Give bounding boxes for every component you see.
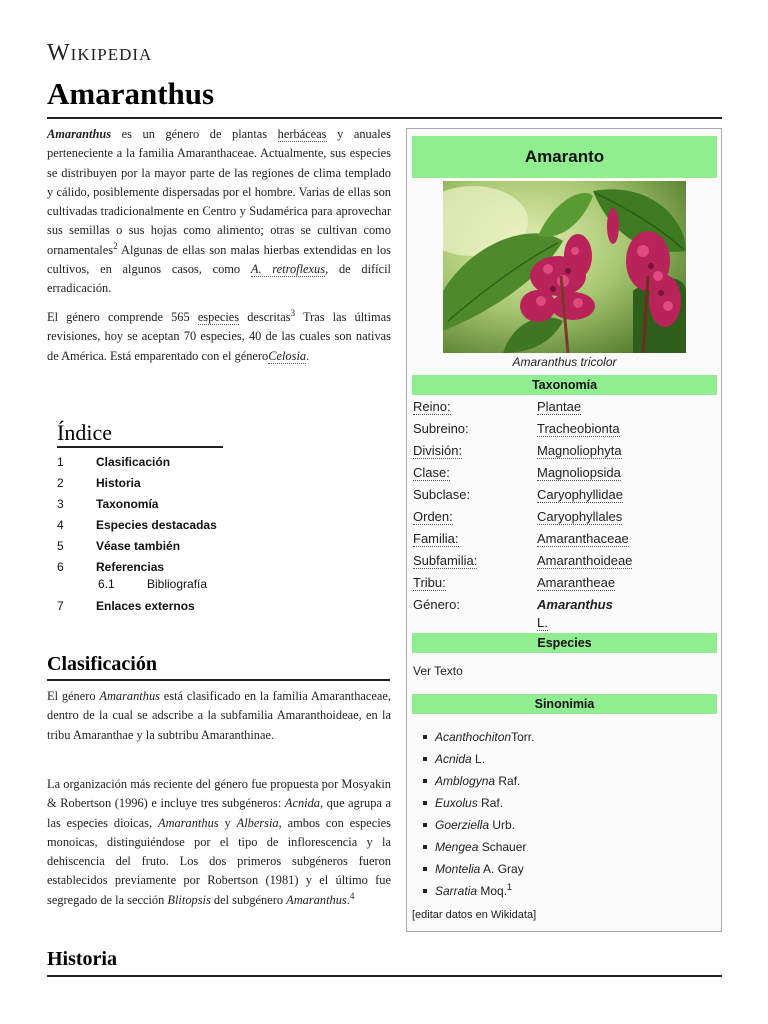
taxonomy-rank-link[interactable]: Familia:	[413, 531, 459, 546]
taxonomy-rank-link[interactable]: Clase:	[413, 465, 450, 480]
text-run: , que agrupa a las especies dioicas,	[47, 796, 391, 830]
intro-paragraph-2	[47, 308, 391, 366]
link-especies[interactable]: especies	[197, 310, 240, 324]
synonym-author: Raf.	[495, 774, 521, 788]
toc-item-number: 7	[57, 599, 64, 613]
link-a-retroflexus[interactable]: A. retroflexus	[250, 262, 326, 277]
heading-clasificacion: Clasificación	[47, 653, 157, 675]
text-run: Tras las últimas revisiones, hoy se aceptan 70 especies, 40 de las cuales son nativas de América. Está emparentado con el género	[47, 310, 391, 363]
taxon-link[interactable]: Amaranthoideae	[537, 553, 633, 568]
taxon-link[interactable]: Amaranthaceae	[537, 531, 629, 546]
synonym-item	[423, 796, 503, 810]
taxon-link[interactable]: Plantae	[537, 399, 582, 414]
taxon-link[interactable]: Amarantheae	[537, 575, 616, 590]
infobox-image-caption: Amaranthus tricolor	[512, 355, 617, 369]
synonym-author: Moq.	[477, 884, 508, 898]
species-heading: Especies	[412, 633, 717, 653]
taxonomy-rank-link[interactable]: Subfamilia:	[413, 553, 478, 568]
synonym-item	[423, 840, 526, 854]
heading-historia: Historia	[47, 948, 117, 970]
toc-title: Índice	[57, 420, 112, 445]
synonym-name: Montelia	[435, 862, 481, 876]
synonym-item	[423, 862, 524, 876]
synonym-author: A. Gray	[480, 862, 524, 876]
amaranthus-photo-illustration	[443, 181, 686, 353]
clasificacion-paragraph-1	[47, 687, 391, 745]
text-run: .	[346, 892, 350, 907]
taxonomy-rank-label: Género:	[413, 597, 460, 612]
synonym-author: L.	[471, 752, 486, 766]
link-celosia[interactable]: Celosia	[268, 348, 307, 363]
taxonomy-rank-link[interactable]: Tribu:	[413, 575, 446, 590]
intro-paragraph-1	[47, 125, 391, 299]
synonym-item	[423, 730, 534, 744]
text-run: y anuales perteneciente a la familia Amaranthaceae. Actualmente, sus especies se distribuyen por la mayor parte de las regiones de clima templado y cálido, posiblemente dispersadas por el hombre. Varias de ellas son cultivadas tradicionalmente en Centro y Sudamérica para aprovechar sus semillas o sus hojas como alimento; otras se cultivan como ornamentales	[47, 127, 391, 257]
reference-1[interactable]: 1	[507, 882, 513, 892]
reference-4[interactable]: 4	[349, 890, 355, 901]
synonym-name: Mengea	[435, 840, 479, 854]
genus-name: Amaranthus	[537, 597, 613, 612]
synonym-item	[423, 752, 485, 766]
synonym-name: Acnida	[435, 752, 472, 766]
toc-item-label[interactable]: Enlaces externos	[96, 599, 195, 613]
text-run: descritas	[239, 310, 291, 324]
text-italic: Blitopsis	[167, 892, 211, 907]
text-italic: Amaranthus	[286, 892, 347, 907]
text-run: La organización más reciente del género fue propuesta por Mosyakin & Robertson (1996) e incluye tres subgéneros:	[47, 777, 391, 811]
text-run: , ambos con especies monoicas, distinguiéndose por el tipo de inflorescencia y la dehiscencia del fruto. Los dos primeros subgéneros fueron establecidos previamente por Robertson (1981) y el último fue segregado de la sección	[47, 815, 391, 907]
reference-2[interactable]: 2	[113, 240, 118, 251]
genus-author-link[interactable]: L.	[537, 615, 548, 630]
synonym-name: Goerziella	[435, 818, 490, 832]
synonym-author: Schauer	[478, 840, 527, 854]
text-run: del subgénero	[210, 892, 287, 907]
toc-item-label[interactable]: Especies destacadas	[96, 518, 217, 532]
toc-subitem-label[interactable]: Bibliografía	[147, 577, 208, 591]
toc-item-number: 3	[57, 497, 64, 511]
bullet-icon	[423, 867, 427, 871]
toc-item-number: 6	[57, 560, 64, 574]
toc-item-label[interactable]: Historia	[96, 476, 141, 490]
text-run: .	[306, 348, 310, 363]
bullet-icon	[423, 845, 427, 849]
article-term: Amaranthus	[47, 127, 112, 141]
page-title: Amaranthus	[47, 76, 215, 111]
taxonomy-rank-label: Subreino:	[413, 421, 469, 436]
heading-divider	[47, 679, 390, 681]
synonym-author: Urb.	[489, 818, 516, 832]
toc-item-label[interactable]: Véase también	[96, 539, 181, 553]
toc-item-label[interactable]: Clasificación	[96, 455, 171, 469]
synonym-item	[423, 884, 512, 898]
text-italic: Acnida	[284, 796, 320, 811]
taxon-link[interactable]: Caryophyllidae	[537, 487, 623, 502]
taxonomy-rank-link[interactable]: Orden:	[413, 509, 453, 524]
toc-item-label[interactable]: Referencias	[96, 560, 165, 574]
bullet-icon	[423, 801, 427, 805]
toc-item-number: 1	[57, 455, 64, 469]
taxonomy-rank-label: Subclase:	[413, 487, 471, 502]
text-run: El género comprende 565	[47, 310, 198, 324]
bullet-icon	[423, 757, 427, 761]
amaranthus-photo[interactable]	[443, 181, 686, 353]
text-run: El género	[47, 689, 100, 703]
text-run: está clasificado en la familia Amaranthaceae, dentro de la cual se adscribe a la subfamilia Amaranthoideae, en la tribu Amaranthae y la subtribu Amaranthinae.	[47, 689, 392, 742]
taxon-link[interactable]: Magnoliopsida	[537, 465, 621, 480]
text-run: y	[218, 815, 237, 830]
toc-item-number: 5	[57, 539, 64, 553]
toc-item-number: 4	[57, 518, 64, 532]
bullet-icon	[423, 735, 427, 739]
toc-item-number: 2	[57, 476, 64, 490]
synonymy-heading: Sinonimia	[412, 694, 717, 714]
bullet-icon	[423, 889, 427, 893]
bullet-icon	[423, 779, 427, 783]
title-divider	[47, 117, 722, 119]
taxonomy-rank-link[interactable]: Reino:	[413, 399, 451, 414]
synonym-name: Acanthochiton	[435, 730, 512, 744]
synonym-name: Sarratia	[435, 884, 478, 898]
text-italic: Albersia	[236, 815, 279, 830]
taxonomy-rank-link[interactable]: División:	[413, 443, 463, 458]
clasificacion-paragraph-2	[47, 775, 391, 910]
taxonomy-heading: Taxonomía	[412, 375, 717, 395]
text-run: es un género de plantas	[111, 127, 278, 141]
taxon-link[interactable]: Magnoliophyta	[537, 443, 622, 458]
bullet-icon	[423, 823, 427, 827]
toc-divider	[57, 446, 223, 448]
text-italic: Amaranthus	[158, 815, 219, 830]
synonym-author: Raf.	[477, 796, 504, 810]
text-italic: Amaranthus	[99, 689, 160, 703]
edit-wikidata-link[interactable]: [editar datos en Wikidata]	[412, 909, 537, 921]
wikipedia-wordmark[interactable]: Wikipedia	[47, 40, 153, 66]
link-herbaceas[interactable]: herbáceas	[277, 127, 327, 141]
species-text: Ver Texto	[413, 664, 463, 678]
taxon-link[interactable]: Tracheobionta	[537, 421, 620, 436]
text-run: , de difícil erradicación.	[47, 262, 391, 296]
heading-divider	[47, 975, 722, 977]
toc-item-label[interactable]: Taxonomía	[96, 497, 159, 511]
infobox-title: Amaranto	[412, 136, 717, 178]
synonym-name: Amblogyna	[435, 774, 496, 788]
reference-3[interactable]: 3	[290, 307, 296, 318]
synonym-item	[423, 774, 520, 788]
toc-subitem-number: 6.1	[98, 577, 115, 591]
text-run: Algunas de ellas son malas hierbas extendidas en los cultivos, en algunos casos, como	[47, 242, 391, 277]
synonym-author: Torr.	[511, 730, 535, 744]
taxon-link[interactable]: Caryophyllales	[537, 509, 623, 524]
synonym-item	[423, 818, 515, 832]
synonym-name: Euxolus	[435, 796, 478, 810]
